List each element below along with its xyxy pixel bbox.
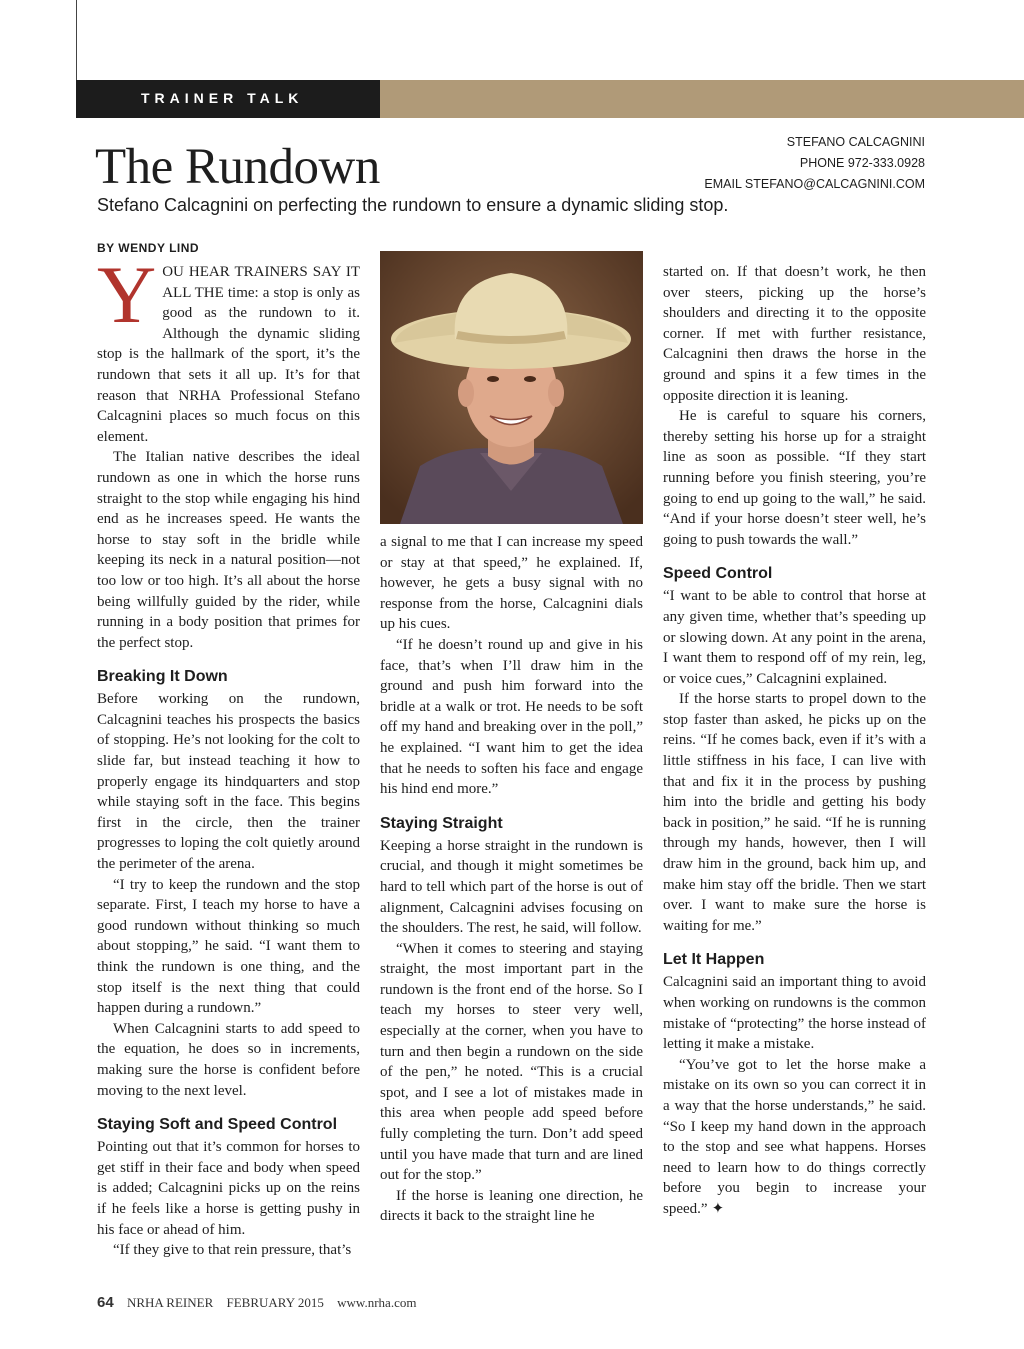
paragraph-text: “You’ve got to let the horse make a mistake on its own so you can correct it in a way that the horse understands,” he said. “So I keep my hand down in the approach to the stop and see what happens. Horses need to learn how to do things correctly before you begin to increase your speed.” xyxy=(663,1056,926,1217)
issue-date: FEBRUARY 2015 xyxy=(226,1295,324,1310)
paragraph: “I want to be able to control that horse at any given time, whether that’s speeding up or slowing down. At any point in the arena, I want them to respond off of my rein, leg, or voice cues,” Calcagnini explained. xyxy=(663,588,926,687)
article-column-2 xyxy=(380,532,643,1227)
lead-paragraph xyxy=(97,249,360,447)
article-column-3 xyxy=(663,262,926,1220)
trainer-photo xyxy=(380,251,643,524)
section-banner-tan xyxy=(380,80,1024,118)
paragraph: Before working on the rundown, Calcagnini teaches his prospects the basics of stopping. He’s not looking for the colt to slide far, but instead teaching it how to properly engage its hindquarters and stop while staying soft in the face. This begins first in the circle, then the trainer progresses to loping the colt quietly around the perimeter of the arena. xyxy=(97,691,360,873)
paragraph-text: time: a stop is only as good as the rundown to it. Although the dynamic sliding stop is the hallmark of the sport, it’s the rundown that sets it all up. It’s for that reason that NRHA Professional Stefano Calcagnini places so much focus on this element. xyxy=(97,284,360,445)
paragraph: Calcagnini said an important thing to avoid when working on rundowns is the common mistake of “protecting” the horse instead of letting it make a mistake. xyxy=(663,974,926,1053)
article-title: The Rundown xyxy=(95,139,380,195)
paragraph: “If they give to that rein pressure, that’s xyxy=(113,1242,352,1259)
paragraph: If the horse starts to propel down to the stop faster than asked, he picks up on the reins. “If he comes back, even if it’s with a little stiffness in his face, I can live with that and fix it in the process by pushing him into the bridle and getting his body back in position,” he said. “If he is running through my hands, however, then I will draw him in the ground, back him up, and make him stay off the bridle. Then we start over. I want to make sure the horse is waiting for me.” xyxy=(663,691,926,934)
section-label: TRAINER TALK xyxy=(141,90,304,106)
subhead-staying-soft: Staying Soft and Speed Control xyxy=(97,1116,338,1134)
paragraph: If the horse is leaning one direction, he directs it back to the straight line he xyxy=(380,1187,643,1225)
subhead-let-it-happen: Let It Happen xyxy=(663,951,765,969)
page-number: 64 xyxy=(97,1294,114,1311)
page-footer xyxy=(97,1294,416,1311)
website-url: www.nrha.com xyxy=(337,1295,417,1310)
subhead-breaking-it-down: Breaking It Down xyxy=(97,668,228,686)
lead-in: OU HEAR TRAINERS SAY IT ALL THE xyxy=(162,264,360,301)
paragraph: a signal to me that I can increase my speed or stay at that speed,” he explained. If, however, he gets a busy signal with no response from the horse, Calcagnini dials up his cues. xyxy=(380,534,643,633)
paragraph: “When it comes to steering and staying straight, the most important part in the rundown is the front end of the horse. So I teach my horses to steer very well, especially at the corner, when you have to turn and then begin a rundown on the side of the pen,” he noted. “This is a crucial spot, and I see a lot of mistakes made in this area when people add speed before fully completing the turn. Don’t add speed until you have made that turn and are lined out for the stop.” xyxy=(380,940,643,1184)
paragraph: “If he doesn’t round up and give in his face, that’s when I’ll draw him in the ground and push him forward into the bridle at a walk or trot. He needs to be soft off my hand and breaking over in the poll,” he explained. “I want him to get the idea that he needs to soften his face and engage his hind end more.” xyxy=(380,636,643,798)
contact-email: EMAIL STEFANO@CALCAGNINI.COM xyxy=(704,177,925,191)
paragraph: “I try to keep the rundown and the stop separate. First, I teach my horse to have a good rundown without thinking so much about stopping,” he said. “I want them to think the rundown is one thing, and the stop itself is the next thing that could happen during a rundown.” xyxy=(97,876,360,1017)
drop-cap: Y xyxy=(97,249,157,340)
paragraph: He is careful to square his corners, thereby setting his horse up for a straight line as soon as possible. “If they start running before you finish steering, you’re going to end up going to the wall,” he said. “And if your horse doesn’t steer well, he’s going to push towards the wall.” xyxy=(663,408,926,548)
article-subtitle: Stefano Calcagnini on perfecting the rundown to ensure a dynamic sliding stop. xyxy=(97,195,729,215)
contact-block xyxy=(704,132,925,195)
end-mark-icon: ✦ xyxy=(711,1200,725,1217)
paragraph: When Calcagnini starts to add speed to the equation, he does so in increments, making sure the horse is confident before moving to the next level. xyxy=(97,1020,360,1099)
publication-name: NRHA REINER xyxy=(126,1295,214,1310)
paragraph: Keeping a horse straight in the rundown is crucial, and though it might sometimes be hard to tell which part of the horse is out of alignment, Calcagnini advises focusing on the shoulders. The rest, he said, will follow. xyxy=(380,837,643,937)
paragraph: started on. If that doesn’t work, he then over steers, picking up the horse’s shoulders and directing it to the opposite corner. If met with further resistance, Calcagnini then draws the horse in the ground and spins it a few times in the opposite direction it is leaning. xyxy=(663,264,926,404)
paragraph xyxy=(663,1055,926,1220)
contact-name: STEFANO CALCAGNINI xyxy=(786,135,925,149)
subhead-staying-straight: Staying Straight xyxy=(380,814,503,832)
paragraph: The Italian native describes the ideal rundown as one in which the horse runs straight to the stop while engaging his hind end as he increases speed. He wants the horse to stay soft in the bridle while keeping its neck in a natural position—not too low or too high. It’s all about the horse being willfully guided by the rider, while running in a body position that primes for the perfect stop. xyxy=(97,449,360,651)
article-column-1 xyxy=(97,249,360,1261)
subhead-speed-control: Speed Control xyxy=(663,565,773,583)
byline: BY WENDY LIND xyxy=(97,241,200,255)
paragraph: Pointing out that it’s common for horses to get stiff in their face and body when speed is added; Calcagnini picks up on the reins if he feels like a horse is getting pushy in his face or ahead of him. xyxy=(97,1139,360,1238)
contact-phone: PHONE 972-333.0928 xyxy=(799,156,925,170)
